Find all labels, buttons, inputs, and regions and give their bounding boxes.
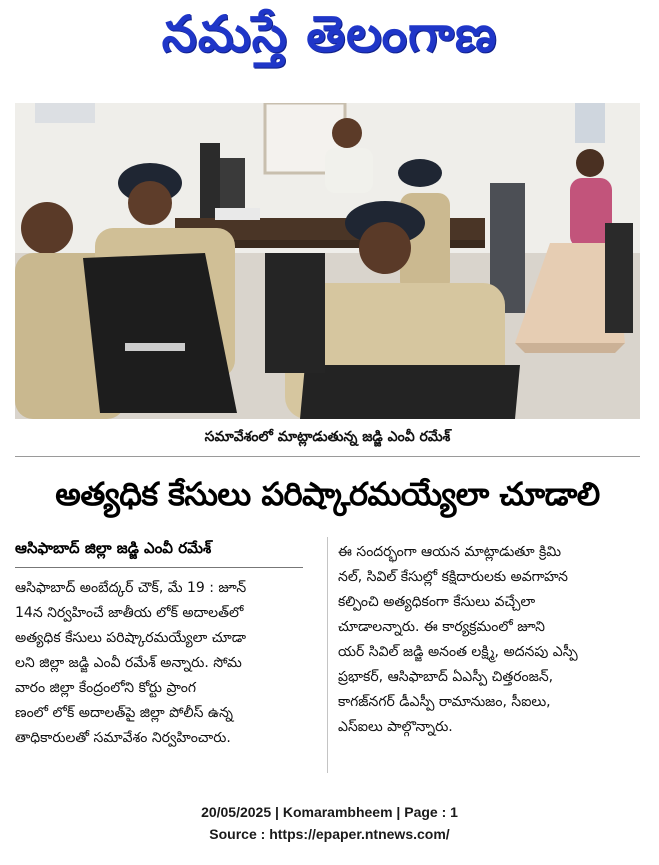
body-line: ప్రభాకర్, ఆసిఫాబాద్ ఏఎస్పీ చిత్తరంజన్,	[338, 669, 554, 685]
body-line: అత్యధిక కేసులు పరిష్కారమయ్యేలా చూడా	[15, 630, 247, 646]
photo-caption: సమావేశంలో మాట్లాడుతున్న జడ్జి ఎంవీ రమేశ్	[204, 429, 451, 445]
body-line: ణంలో లోక్ అదాలత్‌పై జిల్లా పోలీస్ ఉన్న	[15, 705, 234, 721]
body-line: లని జిల్లా జడ్జి ఎంవీ రమేశ్ అన్నారు. సోమ	[15, 655, 242, 671]
headline: అత్యధిక కేసులు పరిష్కారమయ్యేలా చూడాలి	[55, 475, 600, 513]
body-line: 14న నిర్వహించే జాతీయ లోక్ అదాలత్‌లో	[15, 605, 244, 621]
body-line: ఈ సందర్భంగా ఆయన మాట్లాడుతూ క్రిమి	[338, 544, 562, 560]
body-line: నల్, సివిల్ కేసుల్లో కక్షిదారులకు అవగాహన	[338, 569, 568, 585]
news-photo	[15, 103, 640, 419]
divider	[15, 456, 640, 457]
article-column-right	[338, 540, 638, 740]
body-line: యర్ సివిల్ జడ్జి అనంత లక్ష్మి, అదనపు ఎస్పీ	[338, 644, 578, 660]
masthead	[0, 0, 659, 80]
body-line: ఆసిఫాబాద్ అంబేద్కర్ చౌక్, మే 19 : జూన్	[15, 580, 247, 596]
body-line: కాగజ్‌నగర్ డీఎస్పీ రామానుజం, సీఐలు,	[338, 694, 551, 710]
byline-divider	[15, 567, 303, 568]
footer-source: Source : https://epaper.ntnews.com/	[209, 826, 450, 842]
column-divider	[327, 537, 328, 773]
body-line: ఎస్‌ఐలు పాల్గొన్నారు.	[338, 719, 453, 735]
newspaper-title: నమస్తే తెలంగాణ	[161, 4, 498, 63]
body-line: చూడాలన్నారు. ఈ కార్యక్రమంలో జూని	[338, 619, 545, 635]
byline: ఆసిఫాబాద్ జిల్లా జడ్జి ఎంవీ రమేశ్	[15, 539, 212, 557]
footer-edition-info: 20/05/2025 | Komarambheem | Page : 1	[201, 804, 458, 820]
article-column-left	[15, 537, 315, 751]
body-line: తాధికారులతో సమావేశం నిర్వహించారు.	[15, 730, 231, 746]
body-line: కల్పించి అత్యధికంగా కేసులు వచ్చేలా	[338, 594, 536, 610]
body-line: వారం జిల్లా కేంద్రంలోని కోర్టు ప్రాంగ	[15, 680, 196, 696]
